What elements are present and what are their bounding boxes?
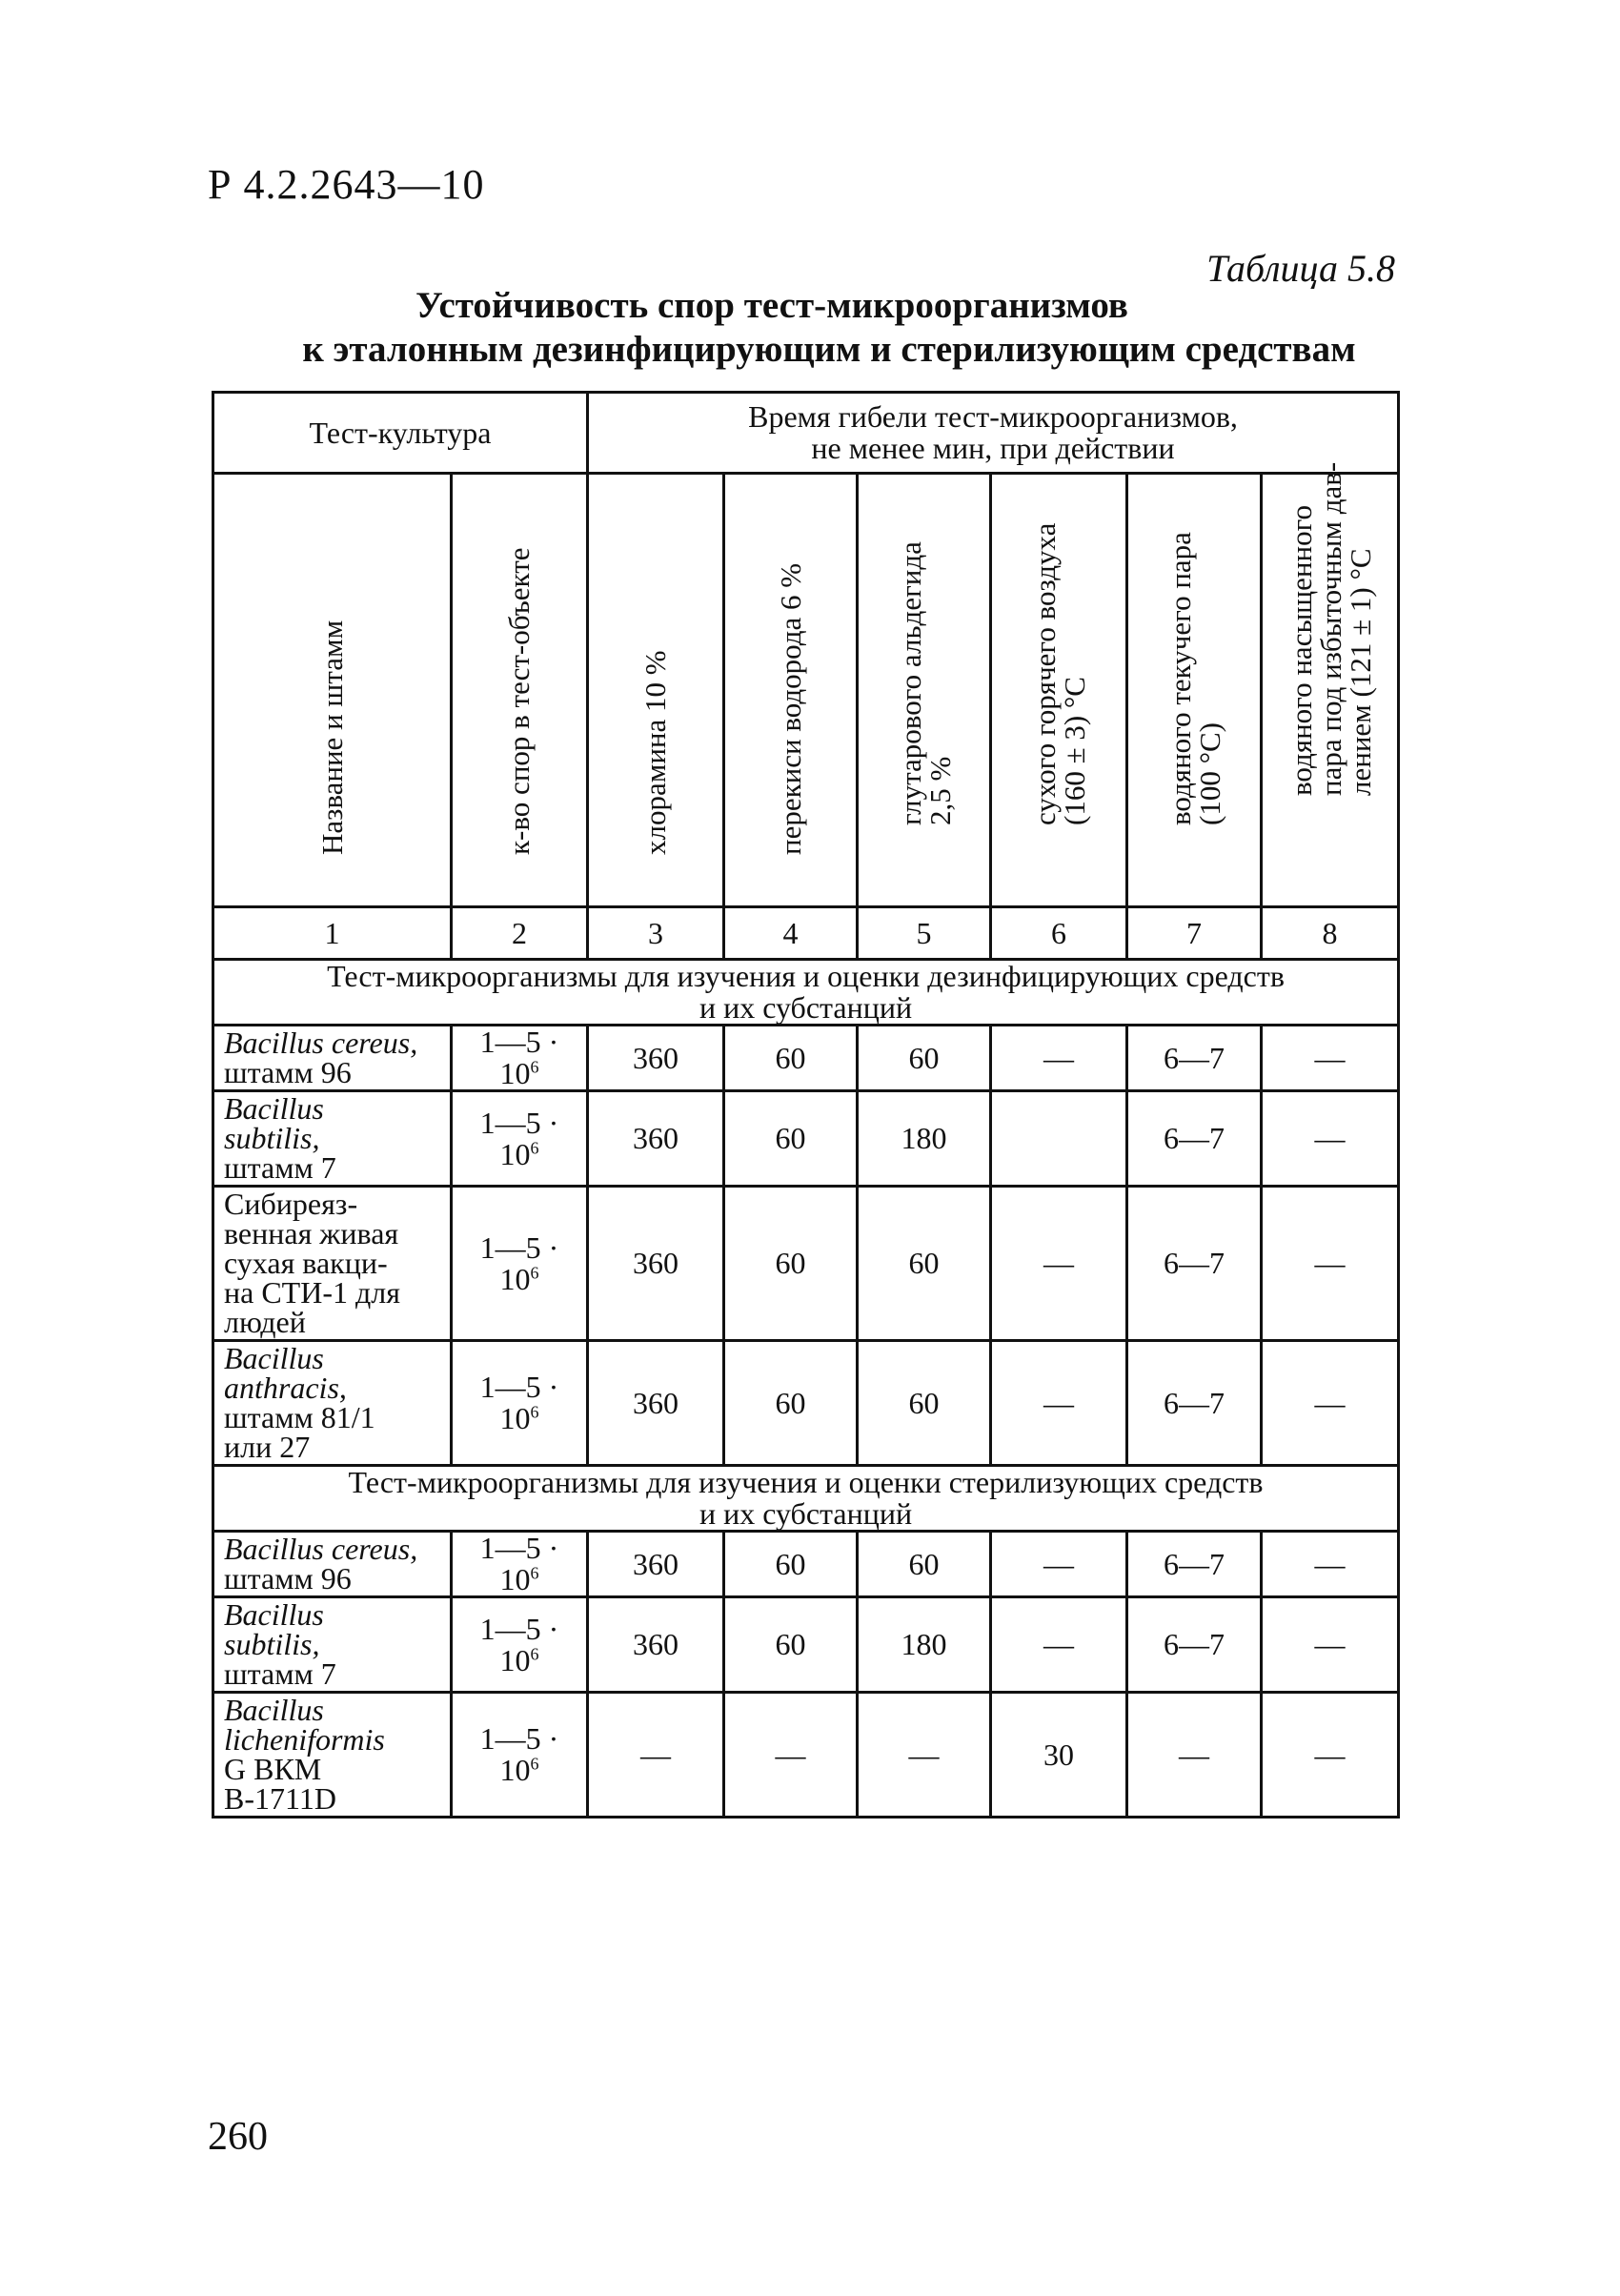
time-value: 360: [588, 1341, 724, 1466]
column-number-row: [213, 907, 1399, 960]
time-value: —: [991, 1532, 1127, 1597]
header-col-1-line: Название и штамм: [314, 620, 349, 855]
spore-resistance-table: [212, 391, 1400, 1819]
spore-count-base: 10: [499, 1642, 531, 1677]
time-value: 360: [588, 1532, 724, 1597]
spore-count-base: 10: [499, 1562, 531, 1596]
time-value: 360: [588, 1187, 724, 1341]
spore-count-bottom: [453, 1564, 586, 1595]
spore-count-top: 1—5 ·: [479, 1721, 559, 1756]
time-value: 6—7: [1127, 1187, 1262, 1341]
column-number: 7: [1127, 907, 1262, 960]
time-value: —: [991, 1597, 1127, 1693]
column-number: 8: [1262, 907, 1399, 960]
table-title-line2: к эталонным дезинфицирующим и стерилизующим средствам: [302, 329, 1356, 370]
organism-name-line: Bacillus: [224, 1341, 324, 1375]
spore-count-exponent: 6: [530, 1643, 539, 1663]
time-value: 180: [858, 1091, 991, 1187]
header-col-2: [452, 474, 588, 907]
organism-name-line: Bacillus cereus,: [224, 1026, 418, 1060]
header-col-7-line: (100 °С): [1193, 722, 1226, 825]
organism-name: [213, 1693, 452, 1818]
organism-name-line: anthracis,: [224, 1371, 347, 1405]
time-value: —: [1262, 1693, 1399, 1818]
spore-count-base: 10: [499, 1136, 531, 1171]
organism-name-line: венная живая: [224, 1216, 399, 1250]
header-col-5-line: глутарового альдегида: [893, 541, 927, 825]
organism-name: [213, 1026, 452, 1091]
header-death-time: [588, 393, 1399, 474]
time-value: 60: [724, 1341, 858, 1466]
spore-count-bottom: [453, 1642, 586, 1677]
page-number: 260: [208, 2115, 268, 2159]
time-value: 60: [724, 1091, 858, 1187]
organism-name-line: штамм 7: [224, 1150, 336, 1185]
time-value: 60: [724, 1187, 858, 1341]
header-test-culture-label: Тест-культура: [309, 415, 492, 450]
section-heading: [213, 1466, 1399, 1532]
header-col-2-line: к-во спор в тест-объекте: [502, 547, 536, 855]
spore-count-exponent: 6: [530, 1754, 539, 1774]
spore-count-exponent: 6: [530, 1137, 539, 1157]
spore-count-exponent: 6: [530, 1262, 539, 1282]
table-title-line1: Устойчивость спор тест-микроорганизмов: [415, 285, 1128, 326]
header-test-culture: [213, 393, 588, 474]
time-value: 6—7: [1127, 1341, 1262, 1466]
section-row: [213, 960, 1399, 1026]
spore-count-exponent: 6: [530, 1057, 539, 1077]
time-value: 60: [858, 1187, 991, 1341]
table-row: [213, 1693, 1399, 1818]
time-value: —: [724, 1693, 858, 1818]
header-col-6-line: (160 ± 3) °С: [1058, 677, 1091, 825]
spore-count-bottom: [453, 1136, 586, 1171]
organism-name-line: штамм 81/1: [224, 1400, 375, 1434]
organism-name-line: на СТИ-1 для: [224, 1275, 400, 1310]
column-number: 4: [724, 907, 858, 960]
header-col-7-rotated: [1128, 475, 1260, 905]
organism-name-line: или 27: [224, 1430, 311, 1464]
spore-count-top: 1—5 ·: [479, 1229, 559, 1265]
organism-name-line: subtilis,: [224, 1121, 320, 1155]
header-col-8-line: пара под избыточным дав-: [1313, 461, 1347, 796]
spore-count: [452, 1341, 588, 1466]
header-col-4-line: перекиси водорода 6 %: [773, 562, 807, 855]
time-value: —: [1262, 1187, 1399, 1341]
time-value: 30: [991, 1693, 1127, 1818]
time-value: 6—7: [1127, 1091, 1262, 1187]
header-col-6-line: сухого горячего воздуха: [1028, 522, 1062, 825]
spore-count-top: 1—5 ·: [479, 1105, 559, 1140]
header-col-8-line: лением (121 ± 1) °С: [1343, 548, 1377, 796]
spore-count-base: 10: [499, 1401, 531, 1435]
time-value: —: [991, 1026, 1127, 1091]
time-value: 6—7: [1127, 1026, 1262, 1091]
time-value: 60: [724, 1532, 858, 1597]
time-value: —: [1262, 1597, 1399, 1693]
spore-count-top: 1—5 ·: [479, 1370, 559, 1404]
header-death-time-line2: не менее мин, при действии: [811, 431, 1175, 465]
section-row: [213, 1466, 1399, 1532]
spore-count-top: 1—5 ·: [479, 1611, 559, 1646]
organism-name-line: Bacillus cereus,: [224, 1532, 418, 1566]
spore-count-top: 1—5 ·: [479, 1531, 559, 1565]
organism-name-line: людей: [224, 1305, 306, 1339]
spore-count-bottom: [453, 1755, 586, 1786]
header-col-5-rotated: [859, 475, 989, 905]
section-heading-line1: Тест-микроорганизмы для изучения и оценки стерилизующих средств: [348, 1465, 1264, 1499]
time-value: 360: [588, 1026, 724, 1091]
time-value: —: [858, 1693, 991, 1818]
time-value: [991, 1091, 1127, 1187]
time-value: —: [991, 1341, 1127, 1466]
spore-count-base: 10: [499, 1261, 531, 1296]
time-value: —: [1262, 1532, 1399, 1597]
section-heading-line1: Тест-микроорганизмы для изучения и оценки дезинфицирующих средств: [327, 959, 1285, 993]
organism-name-line: Сибиреяз-: [224, 1187, 358, 1221]
spore-count: [452, 1026, 588, 1091]
organism-name-line: Bacillus: [224, 1597, 324, 1632]
table-row: [213, 1187, 1399, 1341]
organism-name: [213, 1341, 452, 1466]
header-col-3: [588, 474, 724, 907]
column-number: 5: [858, 907, 991, 960]
spore-count: [452, 1693, 588, 1818]
organism-name-line: штамм 7: [224, 1656, 336, 1691]
header-col-3-line: хлорамина 10 %: [638, 650, 672, 855]
time-value: 60: [858, 1341, 991, 1466]
header-col-6-rotated: [992, 475, 1125, 905]
organism-name-line: subtilis,: [224, 1627, 320, 1661]
section-heading-line2: и их субстанций: [699, 1496, 913, 1531]
header-col-8-rotated: [1263, 461, 1397, 905]
column-number: 3: [588, 907, 724, 960]
document-code: Р 4.2.2643—10: [208, 161, 485, 208]
time-value: —: [1127, 1693, 1262, 1818]
column-number: 1: [213, 907, 452, 960]
spore-count: [452, 1597, 588, 1693]
header-col-7: [1127, 474, 1262, 907]
time-value: 6—7: [1127, 1532, 1262, 1597]
table-row: [213, 1026, 1399, 1091]
time-value: —: [1262, 1341, 1399, 1466]
header-col-2-rotated: [453, 475, 586, 905]
organism-name: [213, 1187, 452, 1341]
time-value: 60: [858, 1532, 991, 1597]
organism-name-line: штамм 96: [224, 1561, 352, 1595]
organism-name: [213, 1597, 452, 1693]
spore-count-base: 10: [499, 1753, 531, 1787]
time-value: 6—7: [1127, 1597, 1262, 1693]
spore-count: [452, 1532, 588, 1597]
organism-name: [213, 1091, 452, 1187]
spore-count: [452, 1091, 588, 1187]
table-row: [213, 1532, 1399, 1597]
organism-name-line: В-1711D: [224, 1781, 336, 1816]
time-value: 180: [858, 1597, 991, 1693]
column-number: 6: [991, 907, 1127, 960]
spore-count-base: 10: [499, 1056, 531, 1090]
spore-count-exponent: 6: [530, 1563, 539, 1583]
spore-count-exponent: 6: [530, 1402, 539, 1422]
time-value: —: [1262, 1091, 1399, 1187]
header-col-4: [724, 474, 858, 907]
organism-name-line: Bacillus: [224, 1091, 324, 1126]
organism-name-line: Bacillus: [224, 1693, 324, 1727]
organism-name-line: штамм 96: [224, 1055, 352, 1089]
header-col-3-rotated: [589, 475, 722, 905]
column-number: 2: [452, 907, 588, 960]
spore-count: [452, 1187, 588, 1341]
header-col-4-rotated: [725, 475, 856, 905]
time-value: 60: [858, 1026, 991, 1091]
time-value: 360: [588, 1597, 724, 1693]
organism-name: [213, 1532, 452, 1597]
header-col-1: [213, 474, 452, 907]
spore-count-bottom: [453, 1058, 586, 1089]
header-col-1-rotated: [214, 475, 450, 905]
spore-count-top: 1—5 ·: [479, 1025, 559, 1059]
organism-name-line: сухая вакци-: [224, 1246, 388, 1280]
time-value: 360: [588, 1091, 724, 1187]
header-col-6: [991, 474, 1127, 907]
time-value: —: [588, 1693, 724, 1818]
table-number: Таблица 5.8: [1206, 247, 1395, 290]
table-row: [213, 1091, 1399, 1187]
spore-count-bottom: [453, 1261, 586, 1296]
table-row: [213, 1597, 1399, 1693]
header-col-8: [1262, 461, 1399, 907]
organism-name-line: G ВКМ: [224, 1752, 322, 1786]
header-col-8-line: водяного насыщенного: [1284, 504, 1318, 796]
header-col-5: [858, 474, 991, 907]
time-value: 60: [724, 1026, 858, 1091]
header-row-rotated: [213, 474, 1399, 907]
time-value: —: [991, 1187, 1127, 1341]
section-heading-line2: и их субстанций: [699, 990, 913, 1025]
header-col-5-line: 2,5 %: [922, 756, 957, 825]
section-heading: [213, 960, 1399, 1026]
time-value: —: [1262, 1026, 1399, 1091]
header-row-top: [213, 393, 1399, 474]
spore-count-bottom: [453, 1403, 586, 1434]
header-col-7-line: водяного текучего пара: [1164, 532, 1197, 825]
header-death-time-line1: Время гибели тест-микроорганизмов,: [748, 399, 1238, 434]
time-value: 60: [724, 1597, 858, 1693]
organism-name-line: licheniformis: [224, 1722, 385, 1757]
table-row: [213, 1341, 1399, 1466]
